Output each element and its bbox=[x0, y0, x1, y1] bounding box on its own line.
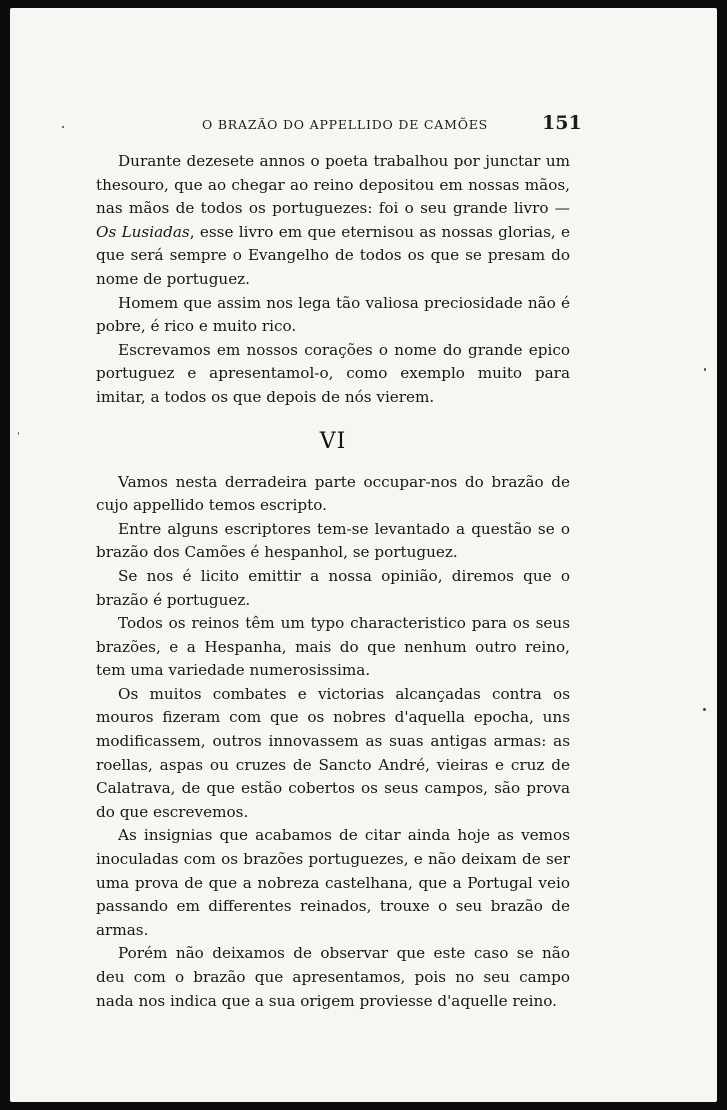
scan-speck bbox=[704, 368, 706, 371]
paragraph: Homem que assim nos lega tão valiosa preciosidade não é pobre, é rico e muito rico. bbox=[96, 293, 570, 336]
page-header bbox=[10, 112, 717, 136]
paragraph: Escrevamos em nossos corações o nome do grande epico portuguez e apresentamol-o, como exemplo muito para imitar, a todos os que depois de nós vierem. bbox=[96, 340, 570, 406]
running-title: O BRAZÃO DO APPELLIDO DE CAMÕES bbox=[202, 117, 489, 132]
paragraph: Os muitos combates e victorias alcançadas contra os mouros fizeram com que os nobres d'aquella epocha, uns modificassem, outros innovassem as suas antigas armas: as roellas, aspas ou cruzes de Sancto André, vieiras e cruz de Calatrava, de que estão cobertos os seus campos, são prova do que escrevemos. bbox=[96, 684, 570, 821]
paragraph: Se nos é licito emittir a nossa opinião, diremos que o brazão é portuguez. bbox=[96, 566, 570, 609]
book-page bbox=[10, 8, 717, 1102]
paragraph: Todos os reinos têm um typo characteristico para os seus brazões, e a Hespanha, mais do que nenhum outro reino, tem uma variedade numerosissima. bbox=[96, 614, 570, 680]
page-number: 151 bbox=[542, 112, 582, 134]
paragraph: As insignias que acabamos de citar ainda hoje as vemos inoculadas com os brazões portuguezes, e não deixam de ser uma prova de que a nobreza castelhana, que a Portugal veio passando em differentes reinados, trouxe o seu brazão de armas. bbox=[96, 826, 570, 939]
scan-speck bbox=[703, 708, 706, 711]
book-title: Os Lusiadas bbox=[96, 222, 190, 241]
paragraph-text: Durante dezesete annos o poeta trabalhou por junctar um thesouro, que ao chegar ao reino depositou em nossas mãos, nas mãos de todos os portuguezes: foi o seu grande livro — bbox=[96, 152, 570, 218]
section-heading: VI bbox=[319, 428, 347, 454]
scan-speck bbox=[62, 126, 64, 128]
page-body bbox=[96, 150, 570, 1013]
paragraph-text: , esse livro em que eternisou as nossas glorias, e que será sempre o Evangelho de todos os que se presam do nome de portuguez. bbox=[96, 222, 570, 288]
paragraph: Vamos nesta derradeira parte occupar-nos do brazão de cujo appellido temos escripto. bbox=[96, 472, 570, 515]
paragraph bbox=[96, 150, 570, 292]
scan-speck bbox=[18, 432, 19, 435]
paragraph: Entre alguns escriptores tem-se levantado a questão se o brazão dos Camões é hespanhol, se portuguez. bbox=[96, 519, 570, 562]
paragraph: Porém não deixamos de observar que este caso se não deu com o brazão que apresentamos, pois no seu campo nada nos indica que a sua origem proviesse d'aquelle reino. bbox=[96, 944, 570, 1010]
